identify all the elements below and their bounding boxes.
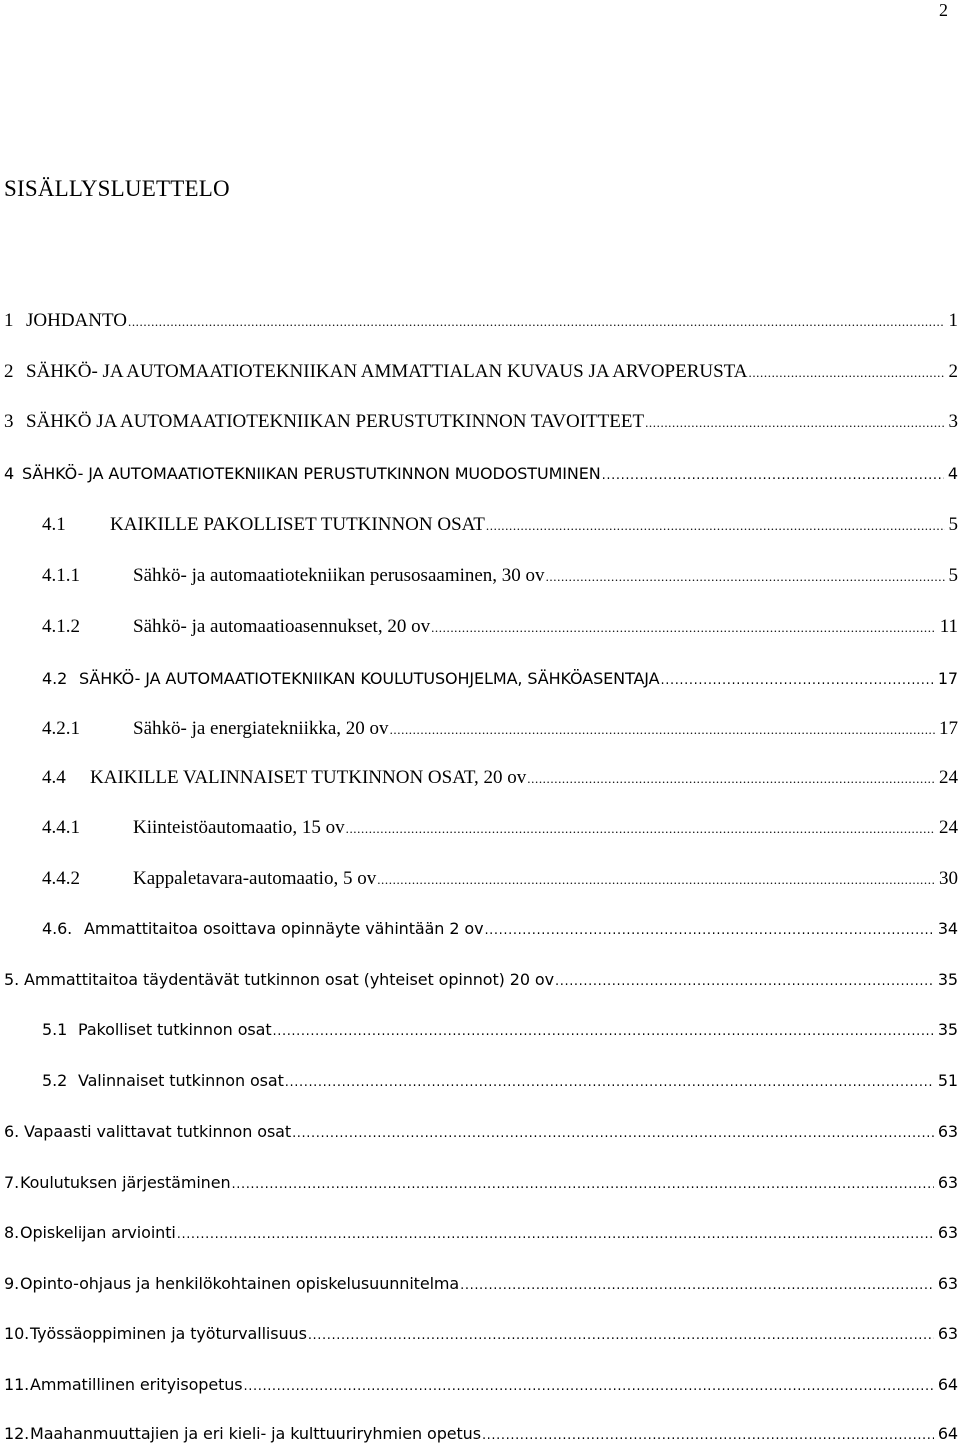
toc-entry[interactable] <box>4 1122 958 1141</box>
toc-entry[interactable] <box>42 616 958 638</box>
toc-entry-text: Kappaletavara-automaatio, 5 ov <box>133 868 377 889</box>
toc-entry-number: 2 <box>4 361 14 382</box>
toc-entry-text: SÄHKÖ- JA AUTOMAATIOTEKNIIKAN PERUSTUTKINNON MUODOSTUMINEN <box>22 464 601 483</box>
toc-entry[interactable] <box>4 970 958 989</box>
toc-entry-text: Opinto-ohjaus ja henkilökohtainen opiskelusuunnitelma <box>20 1274 460 1293</box>
toc-entry-text: Ammattitaitoa osoittava opinnäyte vähintään 2 ov <box>84 919 484 938</box>
toc-entry-number: 9. <box>4 1274 20 1293</box>
toc-dot-leader <box>292 1126 934 1141</box>
toc-dot-leader <box>484 923 933 938</box>
toc-entry-page: 30 <box>939 868 958 889</box>
toc-entry-page: 24 <box>939 817 958 838</box>
toc-dot-leader <box>232 1177 934 1192</box>
toc-entry[interactable] <box>42 817 958 839</box>
toc-entry-page: 51 <box>937 1071 958 1090</box>
toc-entry-page: 17 <box>937 669 958 688</box>
toc-entry-text: Maahanmuuttajien ja eri kieli- ja kulttuuriryhmien opetus <box>30 1424 481 1443</box>
toc-entry-page: 63 <box>937 1122 958 1141</box>
toc-dot-leader <box>602 468 944 483</box>
toc-entry-text: SÄHKÖ- JA AUTOMAATIOTEKNIIKAN AMMATTIALAN KUVAUS JA ARVOPERUSTA <box>26 361 748 382</box>
toc-entry-page: 24 <box>939 767 958 788</box>
toc-entry-number: 7. <box>4 1173 20 1192</box>
toc-entry-text: Valinnaiset tutkinnon osat <box>78 1071 284 1090</box>
toc-dot-leader <box>482 1428 934 1443</box>
toc-dot-leader <box>555 974 934 989</box>
toc-entry[interactable] <box>4 1173 958 1192</box>
toc-entry-text: Opiskelijan arviointi <box>20 1223 176 1242</box>
toc-dot-leader <box>128 314 945 330</box>
toc-dot-leader <box>661 673 934 688</box>
toc-entry-text: JOHDANTO <box>26 310 127 331</box>
toc-entry[interactable] <box>4 1223 958 1242</box>
toc-entry-page: 63 <box>937 1173 958 1192</box>
toc-entry-number: 6. <box>4 1122 20 1141</box>
toc-entry[interactable] <box>4 464 958 483</box>
toc-entry-number: 4.1.1 <box>42 565 80 586</box>
toc-entry-number: 4.1.2 <box>42 616 80 637</box>
page-number: 2 <box>939 0 948 20</box>
toc-dot-leader <box>244 1379 934 1394</box>
toc-entry-number: 8. <box>4 1223 20 1242</box>
toc-entry-text: Ammatillinen erityisopetus <box>30 1375 243 1394</box>
toc-entry-page: 5 <box>948 565 958 586</box>
toc-entry-text: KAIKILLE PAKOLLISET TUTKINNON OSAT <box>110 514 485 535</box>
toc-entry[interactable] <box>42 514 958 536</box>
toc-dot-leader <box>308 1328 934 1343</box>
toc-entry-number: 4 <box>4 464 15 483</box>
toc-entry-text: Vapaasti valittavat tutkinnon osat <box>24 1122 292 1141</box>
toc-entry[interactable] <box>4 1324 958 1343</box>
toc-entry-number: 5.1 <box>42 1020 68 1039</box>
toc-entry[interactable] <box>42 1071 958 1090</box>
toc-entry-number: 4.4.2 <box>42 868 80 889</box>
toc-entry-text: SÄHKÖ- JA AUTOMAATIOTEKNIIKAN KOULUTUSOHJELMA, SÄHKÖASENTAJA <box>79 669 660 688</box>
toc-entry-number: 4.6. <box>42 919 73 938</box>
toc-dot-leader <box>486 518 945 534</box>
toc-dot-leader <box>377 872 935 888</box>
toc-dot-leader <box>390 722 935 738</box>
toc-entry[interactable] <box>4 411 958 433</box>
toc-entry-text: Sähkö- ja automaatiotekniikan perusosaaminen, 30 ov <box>133 565 545 586</box>
toc-entry-number: 5.2 <box>42 1071 68 1090</box>
toc-entry-number: 1 <box>4 310 14 331</box>
toc-entry-page: 63 <box>937 1223 958 1242</box>
toc-dot-leader <box>645 415 944 431</box>
toc-entry[interactable] <box>42 565 958 587</box>
toc-entry-text: KAIKILLE VALINNAISET TUTKINNON OSAT, 20 ov <box>90 767 527 788</box>
toc-entry[interactable] <box>42 1020 958 1039</box>
toc-entry-text: SÄHKÖ JA AUTOMAATIOTEKNIIKAN PERUSTUTKINNON TAVOITTEET <box>26 411 645 432</box>
toc-entry[interactable] <box>42 767 958 789</box>
toc-entry-page: 64 <box>937 1375 958 1394</box>
toc-entry-text: Kiinteistöautomaatio, 15 ov <box>133 817 345 838</box>
toc-entry-page: 63 <box>937 1274 958 1293</box>
toc-entry-number: 4.4.1 <box>42 817 80 838</box>
toc-entry-page: 11 <box>939 616 958 637</box>
toc-entry[interactable] <box>42 718 958 740</box>
toc-entry-text: Työssäoppiminen ja työturvallisuus <box>30 1324 307 1343</box>
toc-entry-text: Sähkö- ja energiatekniikka, 20 ov <box>133 718 389 739</box>
toc-entry[interactable] <box>4 361 958 383</box>
toc-dot-leader <box>748 365 944 381</box>
toc-entry-number: 4.1 <box>42 514 66 535</box>
toc-entry-page: 35 <box>937 970 958 989</box>
toc-dot-leader <box>527 771 935 787</box>
toc-entry-number: 10. <box>4 1324 30 1343</box>
toc-entry[interactable] <box>4 1375 958 1394</box>
toc-title: SISÄLLYSLUETTELO <box>4 176 230 201</box>
toc-entry-number: 5. <box>4 970 20 989</box>
toc-entry[interactable] <box>4 1274 958 1293</box>
toc-entry-page: 35 <box>937 1020 958 1039</box>
toc-entry-text: Sähkö- ja automaatioasennukset, 20 ov <box>133 616 431 637</box>
toc-entry-number: 4.2.1 <box>42 718 80 739</box>
toc-dot-leader <box>285 1075 934 1090</box>
toc-dot-leader <box>273 1024 934 1039</box>
toc-entry-page: 2 <box>948 361 958 382</box>
toc-entry-page: 3 <box>948 411 958 432</box>
toc-entry-page: 34 <box>937 919 958 938</box>
toc-entry-number: 4.2 <box>42 669 68 688</box>
toc-entry[interactable] <box>4 310 958 332</box>
toc-entry-number: 4.4 <box>42 767 66 788</box>
toc-entry-page: 1 <box>948 310 958 331</box>
toc-entry-page: 5 <box>948 514 958 535</box>
toc-dot-leader <box>546 569 945 585</box>
toc-entry-text: Koulutuksen järjestäminen <box>20 1173 231 1192</box>
toc-entry[interactable] <box>42 669 958 688</box>
toc-entry[interactable] <box>42 919 958 938</box>
toc-entry-text: Ammattitaitoa täydentävät tutkinnon osat (yhteiset opinnot) 20 ov <box>24 970 554 989</box>
toc-dot-leader <box>460 1278 934 1293</box>
toc-entry[interactable] <box>42 868 958 890</box>
toc-dot-leader <box>431 620 936 636</box>
toc-dot-leader <box>346 821 935 837</box>
toc-entry-page: 4 <box>947 464 958 483</box>
toc-entry[interactable] <box>4 1424 958 1443</box>
toc-entry-page: 17 <box>939 718 958 739</box>
toc-entry-page: 64 <box>937 1424 958 1443</box>
toc-dot-leader <box>177 1227 934 1242</box>
toc-entry-text: Pakolliset tutkinnon osat <box>78 1020 272 1039</box>
toc-entry-number: 12. <box>4 1424 30 1443</box>
toc-entry-number: 3 <box>4 411 14 432</box>
toc-entry-number: 11. <box>4 1375 30 1394</box>
toc-entry-page: 63 <box>937 1324 958 1343</box>
